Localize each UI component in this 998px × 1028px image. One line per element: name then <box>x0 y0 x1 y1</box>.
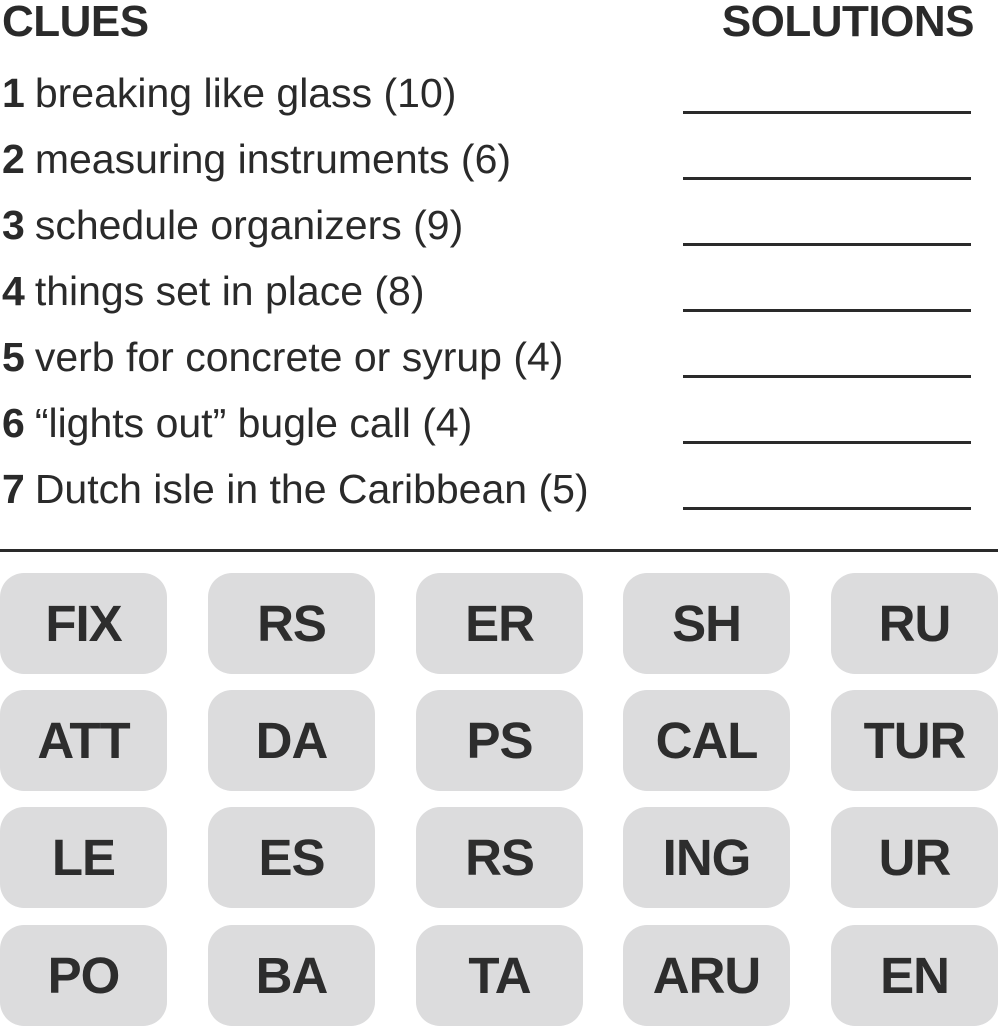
answer-line-5[interactable] <box>683 375 971 378</box>
clue-number: 3 <box>2 202 25 248</box>
solutions-heading: SOLUTIONS <box>721 0 974 46</box>
divider <box>0 549 998 552</box>
letter-tile[interactable]: RS <box>416 807 583 908</box>
answer-line-7[interactable] <box>683 507 971 510</box>
letter-tile[interactable]: PO <box>0 925 167 1026</box>
clue-text: Dutch isle in the Caribbean (5) <box>34 466 589 512</box>
letter-tile[interactable]: DA <box>208 690 375 791</box>
clue-text: breaking like glass (10) <box>34 70 457 116</box>
answer-line-1[interactable] <box>683 111 971 114</box>
clues-heading: CLUES <box>2 0 149 46</box>
letter-tile[interactable]: ER <box>416 573 583 674</box>
clue-row-1 <box>0 68 998 118</box>
letter-tile[interactable]: PS <box>416 690 583 791</box>
clue-number: 7 <box>2 466 25 512</box>
clue-row-2 <box>0 134 998 184</box>
clue-row-7 <box>0 464 998 514</box>
clue-number: 6 <box>2 400 25 446</box>
letter-tile[interactable]: RS <box>208 573 375 674</box>
clue-text: verb for concrete or syrup (4) <box>34 334 564 380</box>
clue-number: 1 <box>2 70 25 116</box>
clue-row-3 <box>0 200 998 250</box>
letter-tile[interactable]: ATT <box>0 690 167 791</box>
letter-tile[interactable]: ARU <box>623 925 790 1026</box>
clue-text: measuring instruments (6) <box>34 136 512 182</box>
letter-tile-grid <box>0 573 998 1028</box>
letter-tile[interactable]: FIX <box>0 573 167 674</box>
clue-text: things set in place (8) <box>34 268 425 314</box>
letter-tile[interactable]: UR <box>831 807 998 908</box>
answer-line-3[interactable] <box>683 243 971 246</box>
letter-tile[interactable]: SH <box>623 573 790 674</box>
letter-tile[interactable]: ING <box>623 807 790 908</box>
clue-number: 4 <box>2 268 25 314</box>
answer-line-4[interactable] <box>683 309 971 312</box>
clue-number: 5 <box>2 334 25 380</box>
letter-tile[interactable]: BA <box>208 925 375 1026</box>
clue-number: 2 <box>2 136 25 182</box>
clue-text: “lights out” bugle call (4) <box>34 400 473 446</box>
letter-tile[interactable]: EN <box>831 925 998 1026</box>
letter-tile[interactable]: RU <box>831 573 998 674</box>
clue-row-5 <box>0 332 998 382</box>
answer-line-2[interactable] <box>683 177 971 180</box>
clue-row-6 <box>0 398 998 448</box>
letter-tile[interactable]: TA <box>416 925 583 1026</box>
clue-text: schedule organizers (9) <box>34 202 464 248</box>
clue-row-4 <box>0 266 998 316</box>
letter-tile[interactable]: TUR <box>831 690 998 791</box>
letter-tile[interactable]: LE <box>0 807 167 908</box>
letter-tile[interactable]: ES <box>208 807 375 908</box>
letter-tile[interactable]: CAL <box>623 690 790 791</box>
answer-line-6[interactable] <box>683 441 971 444</box>
